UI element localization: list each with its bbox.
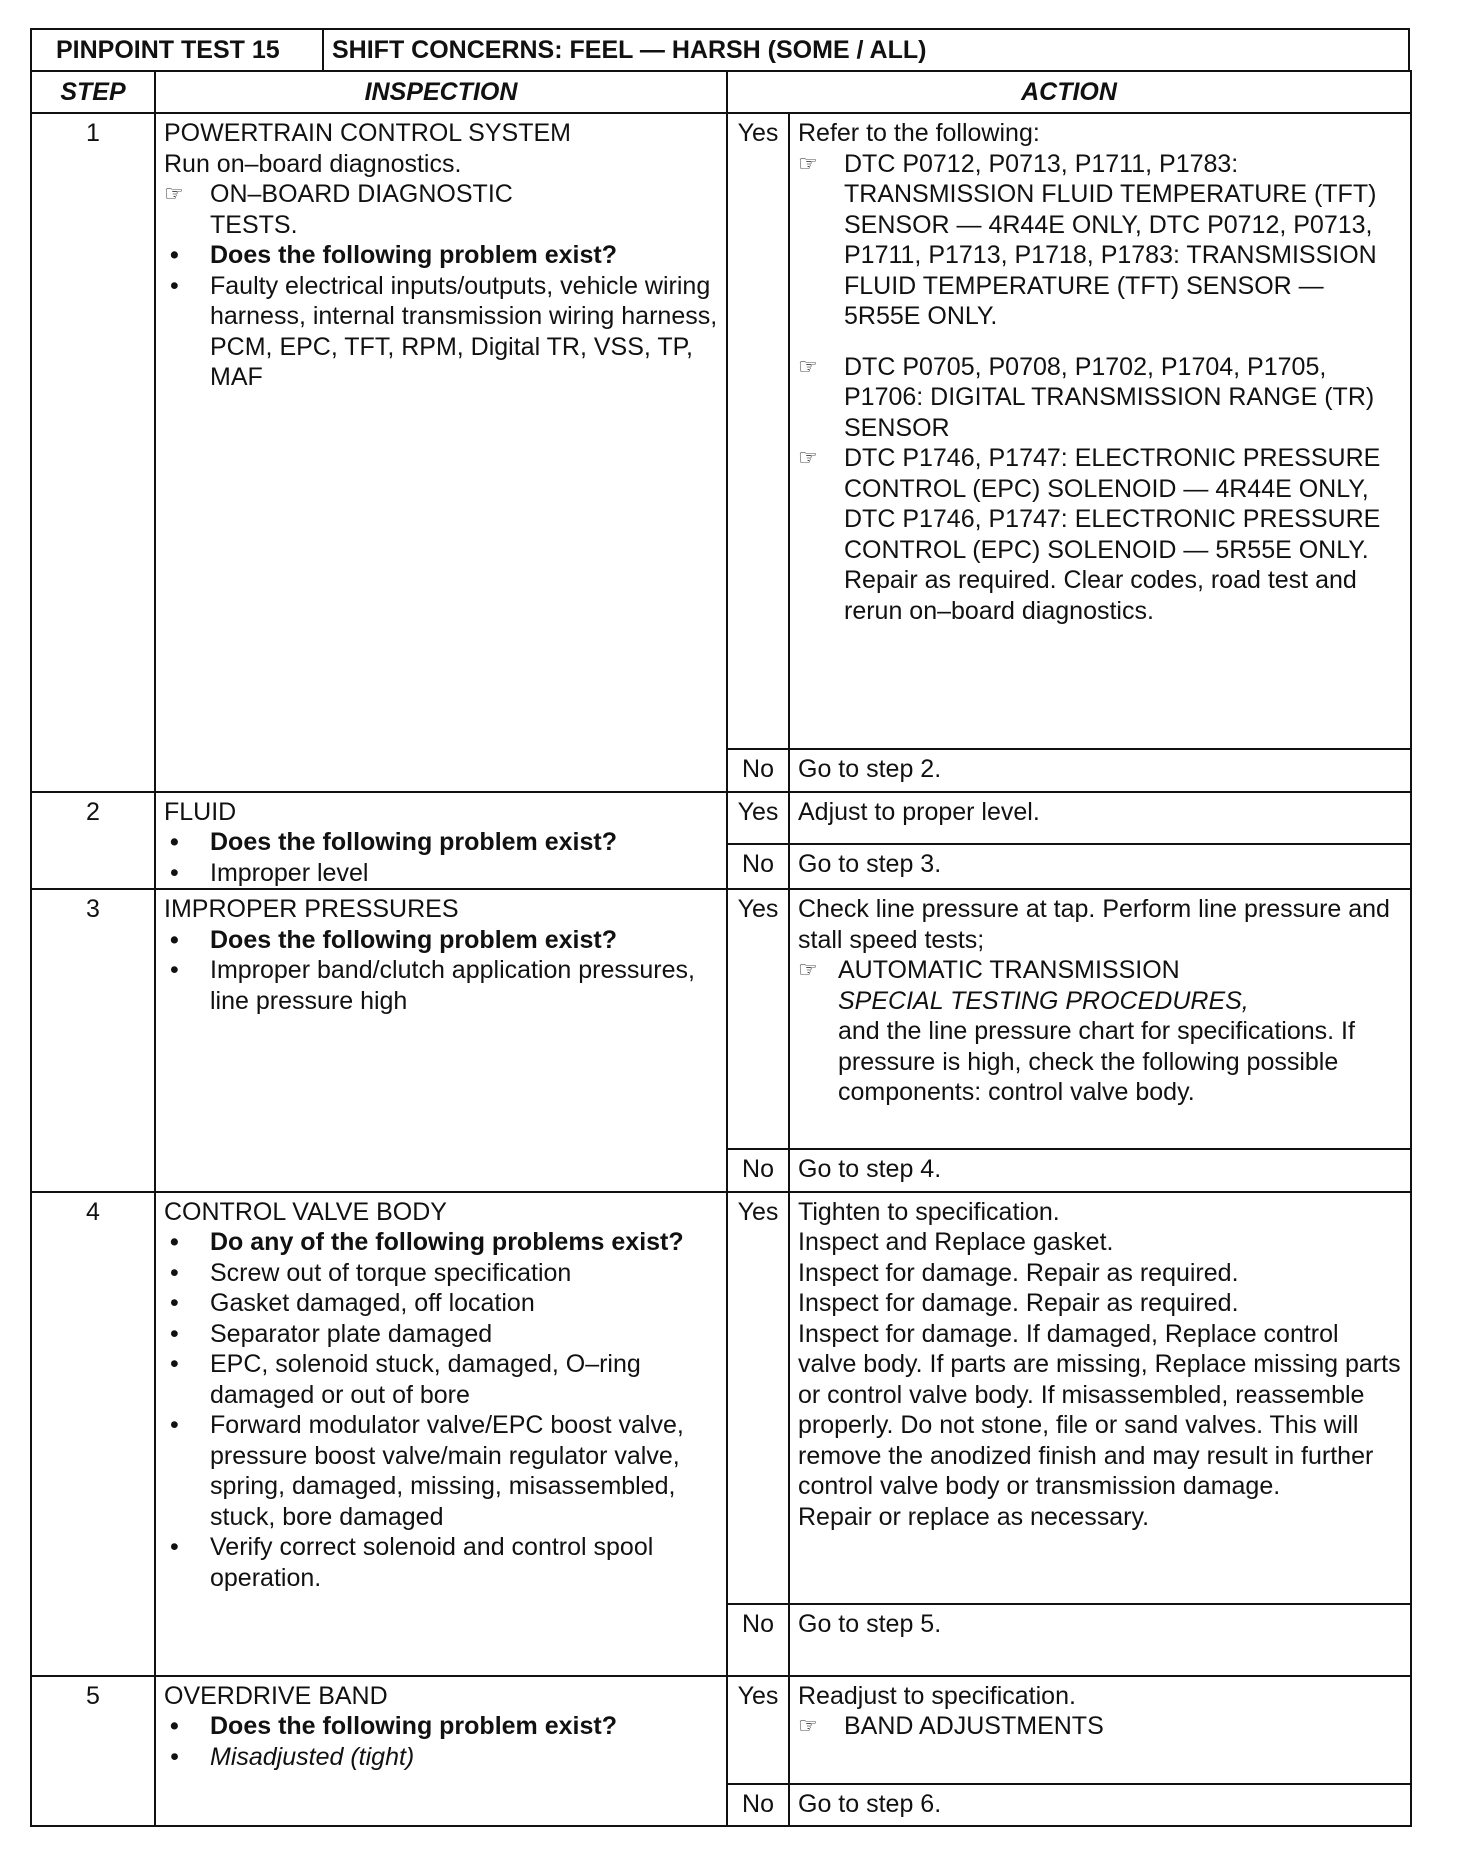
pointing-hand-icon: ☞: [798, 957, 818, 982]
inspection-cell: [155, 113, 727, 792]
yes-action: Adjust to proper level.: [789, 792, 1411, 845]
header-action: ACTION: [727, 71, 1411, 113]
action-line: Tighten to specification.: [798, 1197, 1060, 1226]
bullet-list: [164, 1227, 718, 1593]
no-action: Go to step 3.: [789, 844, 1411, 889]
reference-rest: and the line pressure chart for specifications. If pressure is high, check the following possible components: control valve body.: [838, 1017, 1355, 1106]
header-row: [31, 71, 1411, 113]
no-label: No: [727, 844, 789, 889]
question: • Does the following problem exist?: [164, 1711, 718, 1742]
action-intro: Check line pressure at tap. Perform line pressure and stall speed tests;: [798, 895, 1390, 954]
bullet-list: [164, 240, 718, 393]
reference-item: [798, 955, 1402, 1108]
reference-text: ON–BOARD DIAGNOSTIC TESTS.: [210, 180, 513, 239]
pointing-hand-icon: ☞: [798, 1713, 818, 1738]
pinpoint-test-sheet: [30, 28, 1410, 1827]
table-row: [31, 1192, 1411, 1604]
reference-item: [798, 352, 1402, 444]
table-row: [31, 792, 1411, 845]
reference-item: [164, 179, 718, 240]
list-item: • Separator plate damaged: [164, 1319, 718, 1350]
no-action: Go to step 6.: [789, 1784, 1411, 1827]
yes-action-cell: [789, 113, 1411, 749]
step-heading: FLUID: [164, 797, 237, 826]
no-action: Go to step 5.: [789, 1604, 1411, 1676]
yes-label: Yes: [727, 1192, 789, 1604]
list-item: • Forward modulator valve/EPC boost valve, pressure boost valve/main regulator valve, spring, damaged, missing, misassembled, stuck, bore damaged: [164, 1410, 718, 1532]
test-id: PINPOINT TEST 15: [32, 30, 324, 70]
bullet-list: [164, 827, 718, 888]
step-heading: POWERTRAIN CONTROL SYSTEM: [164, 119, 571, 147]
reference-text: DTC P0712, P0713, P1711, P1783: TRANSMISSION FLUID TEMPERATURE (TFT) SENSOR — 4R44E ONLY, DTC P0712, P0713, P1711, P1713, P1718, P1783: TRANSMISSION FLUID TEMPERATURE (TFT) SENSOR — 5R55E ONLY.: [844, 149, 1377, 330]
list-item: • Verify correct solenoid and control spool operation.: [164, 1532, 718, 1593]
diagnostic-table: [30, 70, 1412, 1827]
action-line: Repair or replace as necessary.: [798, 1502, 1150, 1531]
list-item: • Improper level: [164, 858, 718, 889]
question: • Does the following problem exist?: [164, 925, 718, 956]
no-action: Go to step 2.: [789, 749, 1411, 792]
reference-italic: SPECIAL TESTING PROCEDURES,: [838, 986, 1249, 1015]
action-line: Inspect for damage. Repair as required.: [798, 1258, 1239, 1287]
no-action: Go to step 4.: [789, 1149, 1411, 1192]
reference-title: AUTOMATIC TRANSMISSION: [838, 956, 1180, 984]
step-number: 4: [31, 1192, 155, 1676]
step-number: 5: [31, 1676, 155, 1827]
table-row: [31, 113, 1411, 749]
list-item: • Gasket damaged, off location: [164, 1288, 718, 1319]
pointing-hand-icon: ☞: [798, 150, 818, 176]
step-heading: OVERDRIVE BAND: [164, 1681, 388, 1710]
action-line: Inspect and Replace gasket.: [798, 1228, 1114, 1256]
pointing-hand-icon: ☞: [798, 445, 818, 470]
step-number: 3: [31, 889, 155, 1192]
bullet-list: [164, 925, 718, 1017]
action-intro: Refer to the following:: [798, 119, 1040, 147]
action-line: Inspect for damage. If damaged, Replace control valve body. If parts are missing, Replace missing parts or control valve body. If misassembled, reassemble properly. Do not stone, file or sand valves. This will remove the anodized finish and may result in further control valve body or transmission damage.: [798, 1319, 1401, 1500]
list-item: • Faulty electrical inputs/outputs, vehicle wiring harness, internal transmission wiring harness, PCM, EPC, TFT, RPM, Digital TR, VSS, TP, MAF: [164, 271, 718, 393]
pointing-hand-icon: ☞: [798, 353, 818, 379]
bullet-list: [164, 1711, 718, 1772]
list-item: • Improper band/clutch application pressures, line pressure high: [164, 955, 718, 1016]
inspection-cell: [155, 1676, 727, 1827]
list-item: • EPC, solenoid stuck, damaged, O–ring damaged or out of bore: [164, 1349, 718, 1410]
step-heading: CONTROL VALVE BODY: [164, 1197, 447, 1226]
yes-label: Yes: [727, 792, 789, 845]
yes-label: Yes: [727, 889, 789, 1149]
reference-item: [798, 1711, 1402, 1742]
no-label: No: [727, 749, 789, 792]
step-number: 1: [31, 113, 155, 792]
yes-action-cell: [789, 1676, 1411, 1784]
reference-item: [798, 443, 1402, 626]
no-label: No: [727, 1149, 789, 1192]
header-inspection: INSPECTION: [155, 71, 727, 113]
reference-text: DTC P1746, P1747: ELECTRONIC PRESSURE CONTROL (EPC) SOLENOID — 4R44E ONLY, DTC P1746, P1747: ELECTRONIC PRESSURE CONTROL (EPC) SOLENOID — 5R55E ONLY. Repair as required. Clear codes, road test and rerun on–board diagnostics.: [844, 444, 1381, 625]
yes-label: Yes: [727, 113, 789, 749]
step-number: 2: [31, 792, 155, 890]
reference-item: [798, 149, 1402, 332]
action-line: Inspect for damage. Repair as required.: [798, 1289, 1239, 1317]
title-row: [30, 28, 1410, 70]
step-text: Run on–board diagnostics.: [164, 149, 462, 178]
yes-label: Yes: [727, 1676, 789, 1784]
yes-action-cell: [789, 1192, 1411, 1604]
no-label: No: [727, 1784, 789, 1827]
list-item: • Screw out of torque specification: [164, 1258, 718, 1289]
table-row: [31, 1676, 1411, 1784]
header-step: STEP: [31, 71, 155, 113]
pointing-hand-icon: ☞: [164, 181, 184, 206]
list-item: • Misadjusted (tight): [164, 1742, 718, 1773]
question: • Does the following problem exist?: [164, 827, 718, 858]
action-line: Readjust to specification.: [798, 1681, 1076, 1710]
question: • Do any of the following problems exist?: [164, 1227, 718, 1258]
reference-text: BAND ADJUSTMENTS: [844, 1712, 1104, 1740]
reference-text: DTC P0705, P0708, P1702, P1704, P1705, P1706: DIGITAL TRANSMISSION RANGE (TR) SENSOR: [844, 352, 1375, 442]
no-label: No: [727, 1604, 789, 1676]
step-heading: IMPROPER PRESSURES: [164, 895, 459, 923]
question: • Does the following problem exist?: [164, 240, 718, 271]
inspection-cell: [155, 889, 727, 1192]
inspection-cell: [155, 792, 727, 890]
yes-action-cell: [789, 889, 1411, 1149]
table-row: [31, 889, 1411, 1149]
test-title: SHIFT CONCERNS: FEEL — HARSH (SOME / ALL): [332, 35, 927, 64]
inspection-cell: [155, 1192, 727, 1676]
